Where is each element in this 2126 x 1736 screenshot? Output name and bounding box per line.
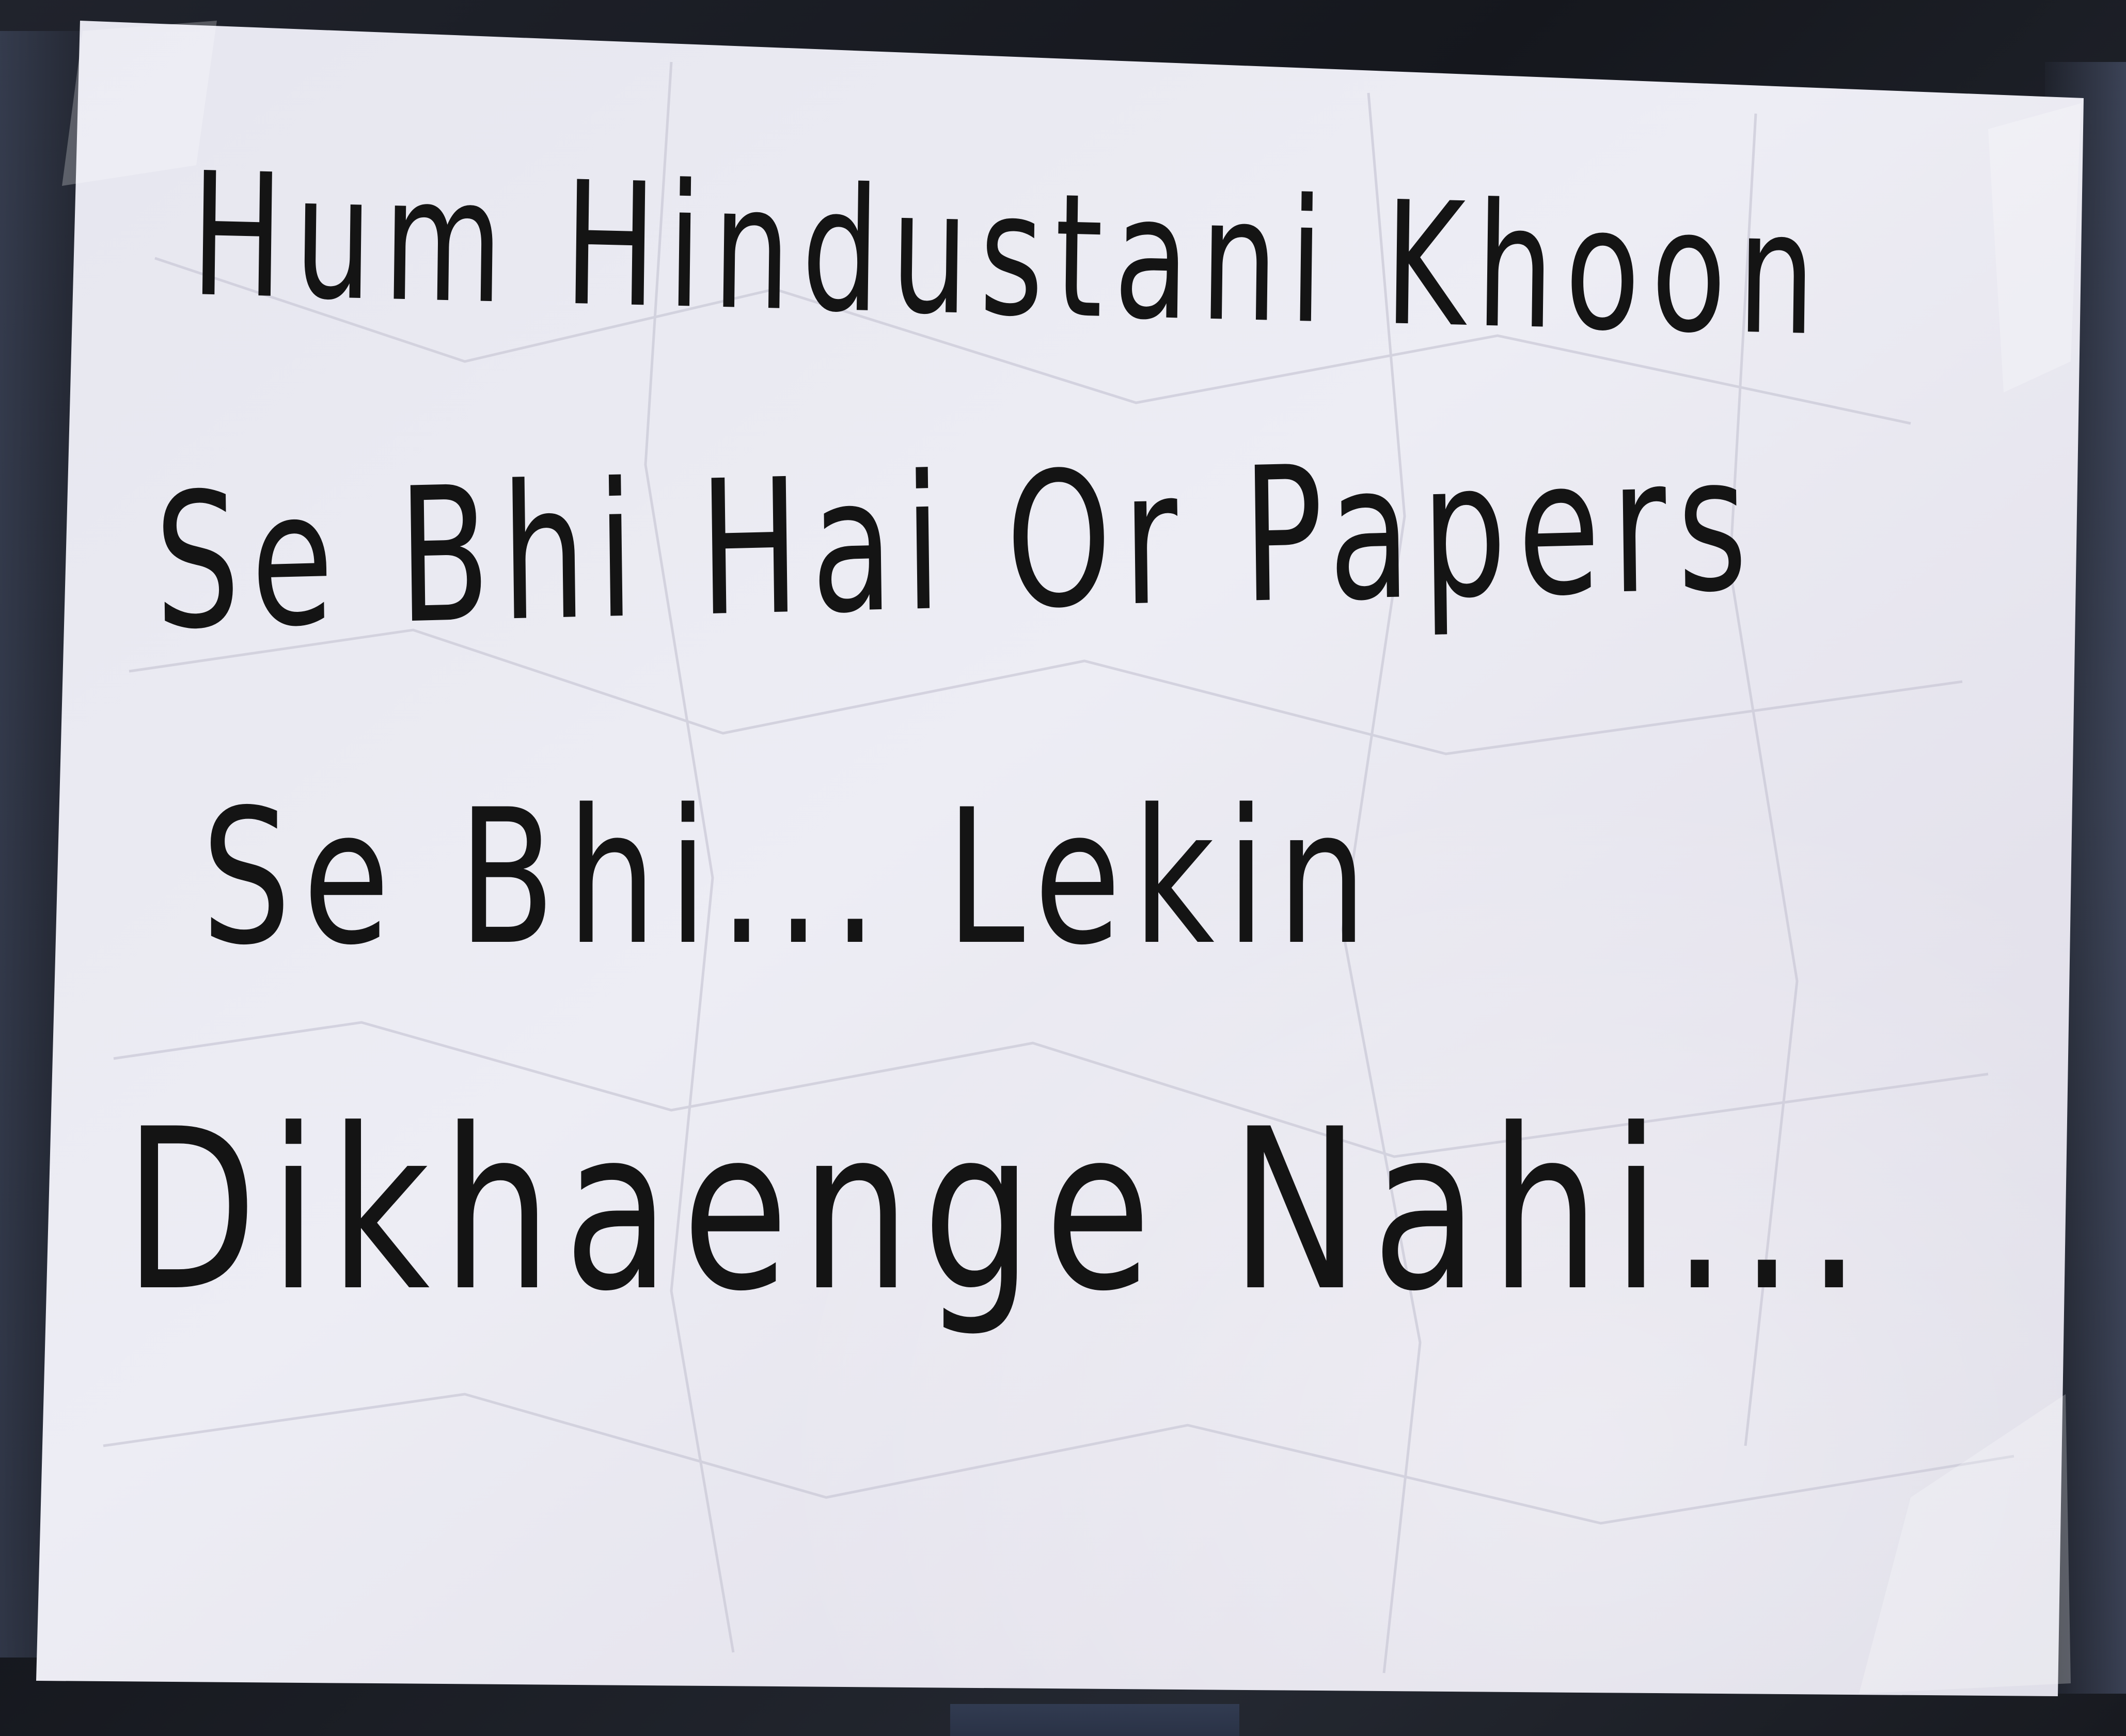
sign-line-4: Dikhaenge Nahi... bbox=[124, 1082, 1874, 1340]
sign-line-3: Se Bhi... Lekin bbox=[201, 769, 1379, 986]
sign-line-1: Hum Hindustani Khoon bbox=[190, 136, 1828, 374]
sign-line-2: Se Bhi Hai Or Papers bbox=[153, 415, 1760, 671]
